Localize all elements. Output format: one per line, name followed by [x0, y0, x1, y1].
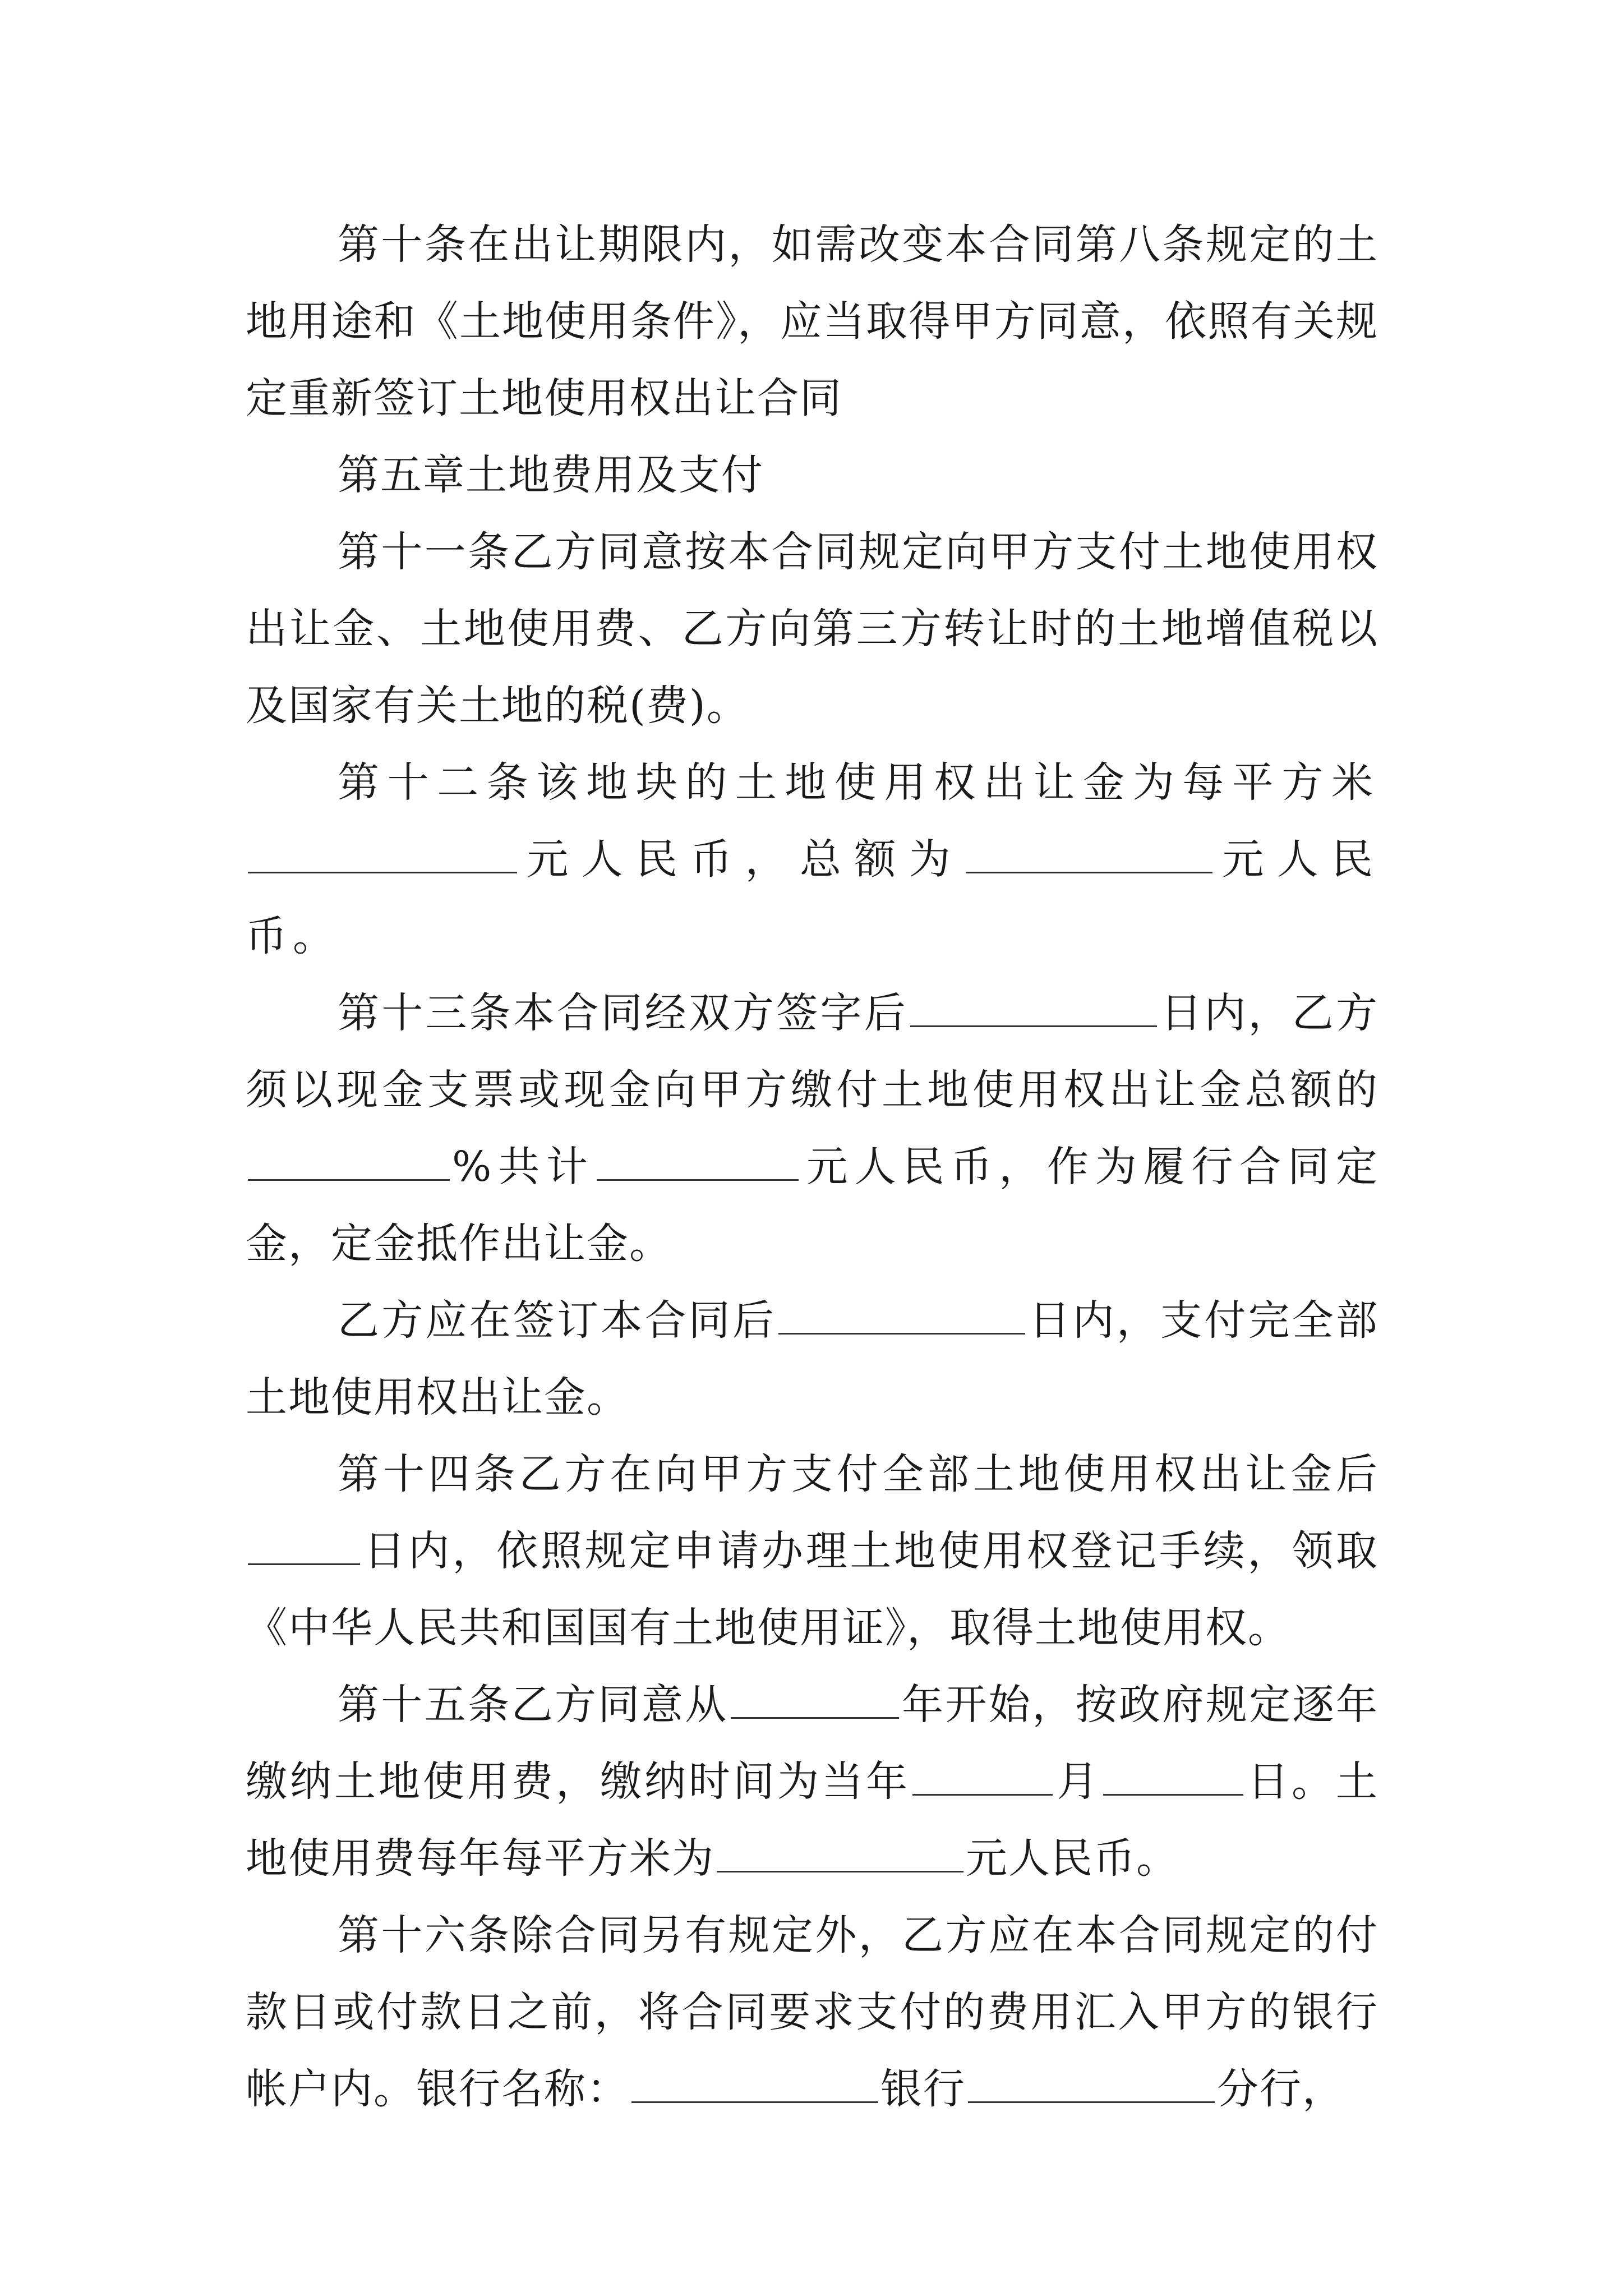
payment-day-blank[interactable]	[1103, 1756, 1243, 1796]
full-payment-days-blank[interactable]	[778, 1295, 1025, 1335]
article-14-text-2: 日内，依照规定申请办理土地使用权登记手续，领取《中华人民共和国国有土地使用证》，取得土地使用权。	[246, 1527, 1378, 1652]
article-13b-text-2: 日内，支付完全部土地使用权出让金。	[246, 1296, 1379, 1421]
article-10-text: 第十条在出让期限内，如需改变本合同第八条规定的土地用途和《土地使用条件》，应当取得甲方同意，依照有关规定重新签订土地使用权出让合同	[246, 220, 1378, 422]
article-13b-text-1: 乙方应在签订本合同后	[338, 1296, 777, 1345]
days-after-signing-blank[interactable]	[910, 987, 1157, 1027]
article-16-text-2: 银行	[880, 2065, 966, 2113]
article-15-text-1: 第十五条乙方同意从	[338, 1681, 728, 1729]
article-16-text-3: 分行，	[1217, 2065, 1345, 2113]
article-14-text-1: 第十四条乙方在向甲方支付全部土地使用权出让金后	[338, 1450, 1378, 1498]
chapter-5-text: 第五章土地费用及支付	[338, 451, 764, 499]
article-13-payment	[246, 1282, 1378, 1436]
deposit-percent-blank[interactable]	[248, 1141, 450, 1181]
annual-fee-blank[interactable]	[717, 1833, 963, 1872]
document-body	[246, 206, 1378, 2128]
deposit-amount-blank[interactable]	[597, 1141, 799, 1181]
article-12-text-3: 元人民币。	[246, 835, 1378, 960]
article-15	[246, 1667, 1378, 1897]
article-12-text-1: 第十二条该地块的土地使用权出让金为每平方米	[338, 758, 1378, 807]
article-15-text-3: 月	[1055, 1757, 1101, 1806]
payment-month-blank[interactable]	[912, 1756, 1053, 1796]
article-10	[246, 206, 1378, 437]
article-14	[246, 1436, 1378, 1667]
article-11-text: 第十一条乙方同意按本合同规定向甲方支付土地使用权出让金、土地使用费、乙方向第三方转让时的土地增值税以及国家有关土地的税(费)。	[246, 528, 1378, 730]
article-15-text-5: 元人民币。	[966, 1834, 1179, 1883]
bank-name-blank[interactable]	[631, 2063, 878, 2103]
article-15-text-2: 年开始，按政府规定逐年缴纳土地使用费，缴纳时间为当年	[246, 1681, 1379, 1806]
total-amount-blank[interactable]	[966, 834, 1212, 873]
branch-name-blank[interactable]	[968, 2063, 1215, 2103]
article-16-text-1: 第十六条除合同另有规定外，乙方应在本合同规定的付款日或付款日之前，将合同要求支付的费用汇入甲方的银行帐户内。银行名称：	[246, 1911, 1378, 2113]
registration-days-blank[interactable]	[248, 1525, 360, 1565]
chapter-5-heading	[246, 437, 1378, 514]
price-per-sqm-blank[interactable]	[248, 834, 517, 873]
article-16	[246, 1897, 1378, 2128]
article-13-text-1: 第十三条本合同经双方签字后	[338, 989, 908, 1037]
article-15-text-4: 日。土地使用费每年每平方米为	[246, 1757, 1378, 1883]
article-12	[246, 744, 1378, 975]
start-year-blank[interactable]	[731, 1679, 899, 1719]
article-11	[246, 514, 1378, 744]
article-13-text-4: 元人民币，作为履行合同定金，定金抵作出让金。	[246, 1143, 1378, 1268]
article-13-text-3: %共计	[452, 1143, 594, 1191]
article-12-text-2: 元人民币，总额为	[519, 835, 963, 884]
article-13	[246, 975, 1378, 1282]
article-13-text-2: 日内，乙方须以现金支票或现金向甲方缴付土地使用权出让金总额的	[246, 989, 1379, 1114]
